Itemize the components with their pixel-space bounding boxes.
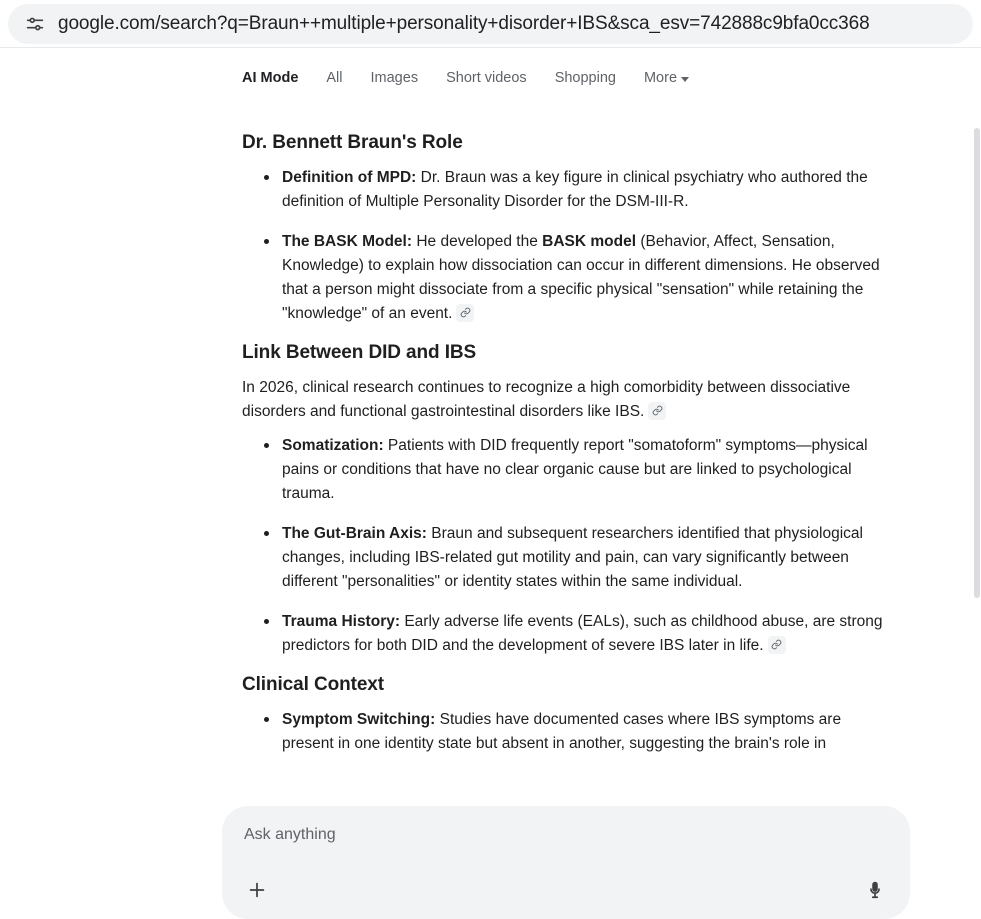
list-item <box>262 230 891 326</box>
tab-images[interactable] <box>371 66 419 92</box>
tab-short-videos-label: Short videos <box>446 70 527 86</box>
list-item-lead: The Gut-Brain Axis: <box>282 525 427 542</box>
citation-chip[interactable] <box>456 304 474 322</box>
list-item <box>262 708 891 756</box>
ai-answer <box>0 110 981 756</box>
ai-answer-scroll-area <box>0 110 981 919</box>
bullet-list-clinical-context <box>242 708 891 756</box>
bullet-list-did-ibs <box>242 434 891 658</box>
section-title-braun-role: Dr. Bennett Braun's Role <box>242 132 463 153</box>
list-item-text: He developed the BASK model (Behavior, Affect, Sensation, Knowledge) to explain how dissociation can occur in different dimensions. He observed that a person might dissociate from a specific physical "sensation" while retaining the "knowledge" of an event. <box>282 233 880 322</box>
section-title-did-ibs: Link Between DID and IBS <box>242 342 477 363</box>
chevron-down-icon <box>681 77 689 82</box>
list-item <box>262 522 891 594</box>
paragraph-text: In 2026, clinical research continues to recognize a high comorbidity between dissociative disorders and functional gastrointestinal disorders like IBS. <box>242 379 851 420</box>
list-item-text: Dr. Braun was a key figure in clinical psychiatry who authored the definition of Multiple Personality Disorder for the DSM-III-R. <box>282 169 868 210</box>
list-item-text: Braun and subsequent researchers identified that physiological changes, including IBS-related gut motility and pain, can vary significantly between different "personalities" or identity states within the same individual. <box>282 525 863 590</box>
ask-anything-input[interactable]: Ask anything <box>244 826 336 843</box>
tab-ai-mode-label: AI Mode <box>242 70 299 86</box>
tab-all[interactable] <box>326 66 342 92</box>
section-title-clinical-context: Clinical Context <box>242 674 384 695</box>
tune-icon[interactable] <box>22 11 48 37</box>
browser-toolbar <box>0 0 981 48</box>
list-item-lead: The BASK Model: <box>282 233 413 250</box>
section-paragraph-did-ibs <box>242 376 891 424</box>
plus-icon[interactable] <box>244 877 270 903</box>
inline-emphasis: BASK model <box>542 233 637 250</box>
list-item <box>262 610 891 658</box>
list-item-text: Studies have documented cases where IBS symptoms are present in one identity state but absent in another, suggesting the brain's role in <box>282 711 842 752</box>
tab-short-videos[interactable] <box>446 66 527 92</box>
list-item-lead: Symptom Switching: <box>282 711 436 728</box>
address-bar[interactable] <box>8 4 973 44</box>
tab-shopping-label: Shopping <box>554 70 616 86</box>
tab-more[interactable] <box>644 66 689 92</box>
search-tabs <box>0 66 689 92</box>
ask-anything-composer[interactable] <box>222 806 910 919</box>
tab-all-label: All <box>326 70 343 86</box>
citation-chip[interactable] <box>768 636 786 654</box>
list-item-lead: Definition of MPD: <box>282 169 417 186</box>
tab-more-label: More <box>643 70 678 86</box>
microphone-icon[interactable] <box>862 877 888 903</box>
composer-container <box>0 799 981 919</box>
citation-chip[interactable] <box>648 402 666 420</box>
url-text[interactable]: google.com/search?q=Braun++multiple+personality+disorder+IBS&sca_esv=742888c9bfa0cc368 <box>58 12 870 34</box>
list-item <box>262 434 891 506</box>
tab-shopping[interactable] <box>555 66 616 92</box>
list-item-lead: Somatization: <box>282 437 384 454</box>
list-item-lead: Trauma History: <box>282 613 401 630</box>
tab-images-label: Images <box>370 70 419 86</box>
list-item <box>262 166 891 214</box>
bullet-list-braun-role <box>242 166 891 326</box>
page-scrollbar[interactable] <box>973 110 981 919</box>
composer-actions <box>244 877 888 903</box>
page-scrollbar-thumb[interactable] <box>974 128 980 598</box>
list-item-text: Early adverse life events (EALs), such as childhood abuse, are strong predictors for both DID and the development of severe IBS later in life. <box>282 613 883 654</box>
search-tabs-bar <box>0 48 981 110</box>
tab-ai-mode[interactable] <box>242 66 298 92</box>
list-item-text: Patients with DID frequently report "somatoform" symptoms—physical pains or conditions that have no clear organic cause but are linked to psychological trauma. <box>282 437 868 502</box>
